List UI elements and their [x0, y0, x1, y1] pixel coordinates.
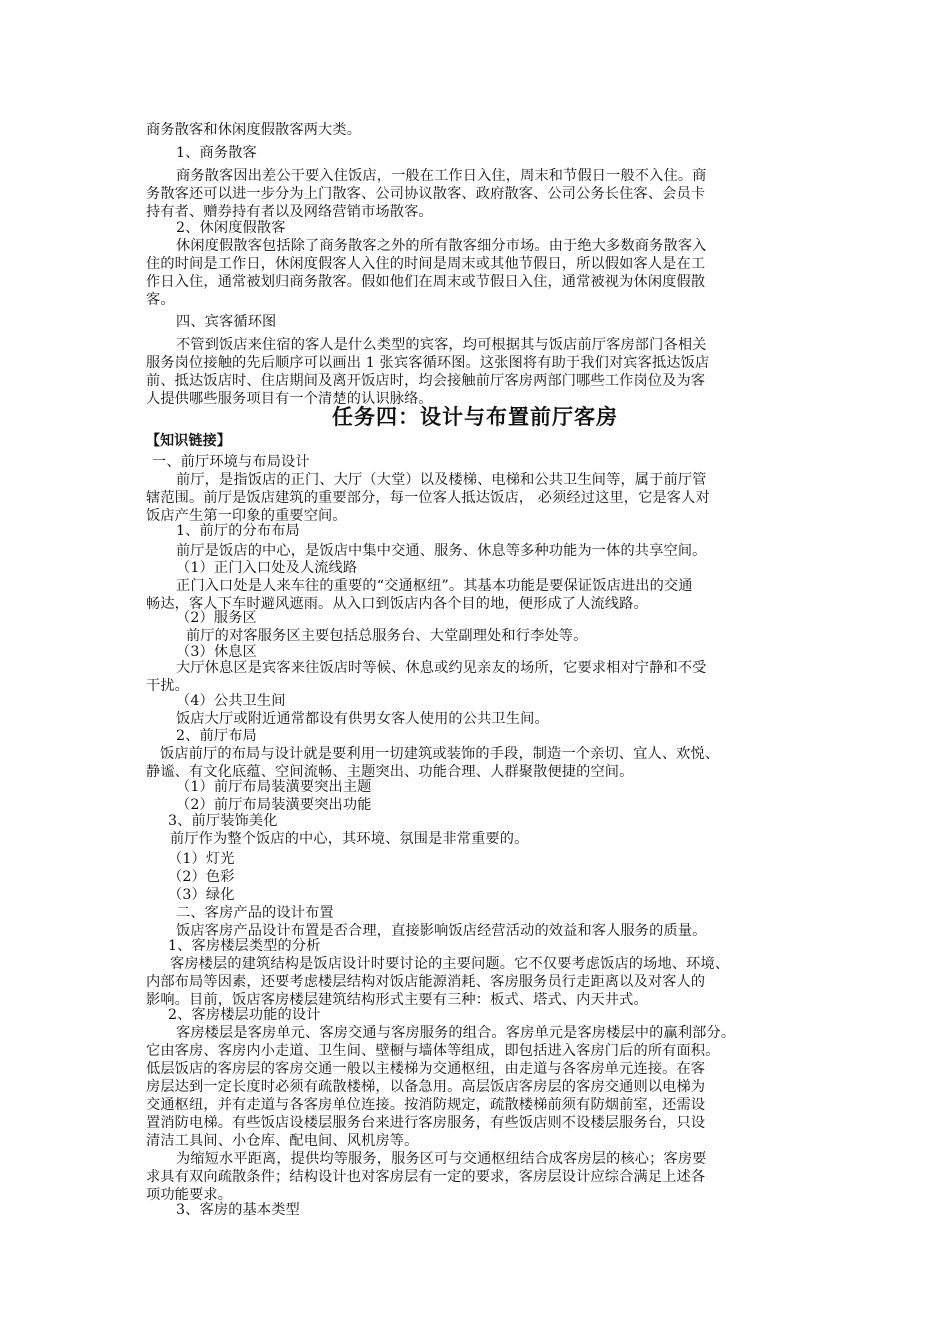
section-heading: 2、前厅布局 [176, 728, 257, 744]
section-heading: （1）前厅布局装潢要突出主题 [176, 779, 372, 795]
text-line: 前厅是饭店的中心，是饭店中集中交通、服务、休息等多种功能为一体的共享空间。 [176, 543, 707, 559]
section-heading: 1、商务散客 [176, 145, 257, 161]
text-line: 房层达到一定长度时必须有疏散楼梯，以备急用。高层饭店客房层的客房交通则以电梯为 [146, 1079, 706, 1095]
text-line: 求具有双向疏散条件；结构设计也对客房层有一定的要求，客房层设计应综合满足上述各 [146, 1169, 706, 1185]
text-line: 前厅，是指饭店的正门、大厅（大堂）以及楼梯、电梯和公共卫生间等，属于前厅管 [176, 472, 707, 488]
text-line: 低层饭店的客房层的客房交通一般以主楼梯为交通枢纽，由走道与各客房单元连接。在客 [146, 1061, 706, 1077]
list-item: （3）绿化 [168, 887, 235, 903]
text-line: 为缩短水平距离，提供均等服务，服务区可与交通枢纽结合成客房层的核心；客房要 [176, 1151, 707, 1167]
text-line: 大厅休息区是宾客来往饭店时等候、休息或约见亲友的场所，它要求相对宁静和不受 [176, 660, 707, 676]
section-heading: （3）休息区 [176, 644, 257, 660]
section-heading: 3、前厅装饰美化 [168, 813, 278, 829]
text-line: 前厅的对客服务区主要包括总服务台、大堂副理处和行李处等。 [186, 628, 588, 644]
text-line: 务散客还可以进一步分为上门散客、公司协议散客、政府散客、公司公务长住客、会员卡 [146, 186, 706, 202]
text-line: 饭店大厅或附近通常都设有供男女客人使用的公共卫生间。 [176, 711, 549, 727]
section-heading: 一、前厅环境与布局设计 [152, 454, 310, 470]
section-heading: 3、客房的基本类型 [176, 1202, 300, 1218]
text-line: 清洁工具间、小仓库、配电间、风机房等。 [146, 1133, 419, 1149]
text-line: 静谧、有文化底蕴、空间流畅、主题突出、功能合理、人群聚散便捷的空间。 [146, 764, 634, 780]
section-heading: 四、宾客循环图 [176, 314, 277, 330]
section-heading: 2、客房楼层功能的设计 [168, 1007, 321, 1023]
task-title: 任务四：设计与布置前厅客房 [332, 405, 618, 429]
text-line: 内部布局等因素，还要考虑楼层结构对饭店能源消耗、客房服务员行走距离以及对客人的 [146, 974, 706, 990]
text-line: 正门入口处是人来车往的重要的“交通枢纽”。其基本功能是要保证饭店进出的交通 [176, 578, 693, 594]
section-heading: （2）前厅布局装潢要突出功能 [176, 797, 372, 813]
text-line: 服务岗位接触的先后顺序可以画出 1 张宾客循环图。这张图将有助于我们对宾客抵达饭店 [146, 355, 710, 371]
text-line: 交通枢纽，并有走道与各客房单位连接。按消防规定，疏散楼梯前须有防烟前室，还需设 [146, 1097, 706, 1113]
section-heading: 1、客房楼层类型的分析 [168, 938, 321, 954]
knowledge-link-heading: 【知识链接】 [146, 433, 231, 449]
section-heading: 1、前厅的分布布局 [176, 523, 300, 539]
text-line: 商务散客因出差公干要入住饭店，一般在工作日入住，周末和节假日一般不入住。商 [176, 168, 707, 184]
text-line: 休闲度假散客包括除了商务散客之外的所有散客细分市场。由于绝大多数商务散客入 [176, 238, 707, 254]
text-line: 客房楼层是客房单元、客房交通与客房服务的组合。客房单元是客房楼层中的赢利部分。 [176, 1025, 736, 1041]
text-line: 客。 [146, 292, 175, 308]
section-heading: （1）正门入口处及人流线路 [176, 560, 358, 576]
text-line: 前厅作为整个饭店的中心，其环境、氛围是非常重要的。 [170, 831, 529, 847]
text-line: 影响。目前，饭店客房楼层建筑结构形式主要有三种：板式、塔式、内天井式。 [146, 992, 648, 1008]
section-heading: 2、休闲度假散客 [176, 220, 286, 236]
text-line: 前、抵达饭店时、住店期间及离开饭店时，均会接触前厅客房两部门哪些工作岗位及为客 [146, 373, 706, 389]
list-item: （2）色彩 [168, 869, 235, 885]
section-heading: （4）公共卫生间 [176, 693, 286, 709]
list-item: （1）灯光 [168, 851, 235, 867]
text-line: 置消防电梯。有些饭店设楼层服务台来进行客房服务，有些饭店则不设楼层服务台，只设 [146, 1115, 706, 1131]
text-line: 饭店前厅的布局与设计就是要利用一切建筑或装饰的手段，制造一个亲切、宜人、欢悦、 [160, 746, 720, 762]
text-line: 项功能要求。 [146, 1187, 233, 1203]
text-line: 干扰。 [146, 678, 190, 694]
text-line: 辖范围。前厅是饭店建筑的重要部分，每一位客人抵达饭店， 必须经过这里，它是客人对 [146, 490, 710, 506]
text-line: 住的时间是工作日，休闲度假客人入住的时间是周末或其他节假日，所以假如客人是在工 [146, 256, 706, 272]
text-line: 不管到饭店来住宿的客人是什么类型的宾客，均可根据其与饭店前厅客房部门各相关 [176, 337, 707, 353]
section-heading: （2）服务区 [176, 610, 257, 626]
text-line: 人提供哪些服务项目有一个清楚的认识脉络。 [146, 391, 433, 407]
text-line: 作日入住，通常被划归商务散客。假如他们在周末或节假日入住，通常被视为休闲度假散 [146, 274, 706, 290]
text-line: 饭店客房产品设计布置是否合理，直接影响饭店经营活动的效益和客人服务的质量。 [176, 923, 707, 939]
text-line: 饭店产生第一印象的重要空间。 [146, 508, 347, 524]
section-heading: 二、客房产品的设计布置 [176, 905, 334, 921]
text-line: 畅达，客人下车时避风遮雨。从入口到饭店内各个目的地，便形成了人流线路。 [146, 596, 648, 612]
text-line: 客房楼层的建筑结构是饭店设计时要讨论的主要问题。它不仅要考虑饭店的场地、环境、 [170, 956, 730, 972]
text-line: 持有者、赠券持有者以及网络营销市场散客。 [146, 204, 433, 220]
text-line: 商务散客和休闲度假散客两大类。 [146, 122, 362, 138]
text-line: 它由客房、客房内小走道、卫生间、壁橱与墙体等组成，即包括进入客房门后的所有面积。 [146, 1043, 720, 1059]
